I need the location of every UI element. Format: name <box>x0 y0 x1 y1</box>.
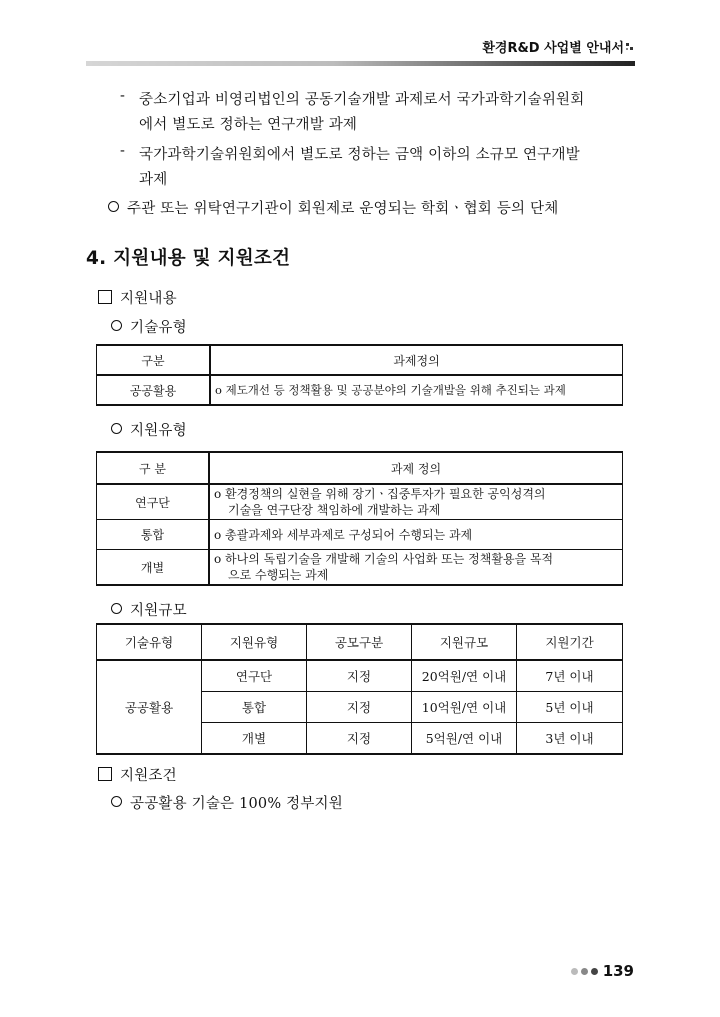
table-cell: 10억원/연 이내 <box>412 692 517 723</box>
dash-marker: - <box>120 143 125 159</box>
table-row <box>97 660 623 692</box>
support-conditions-bullet <box>111 792 343 813</box>
table-cell-type: 통합 <box>97 520 210 550</box>
section-title: 4. 지원내용 및 지원조건 <box>86 248 291 269</box>
table-cell-type: 연구단 <box>97 484 210 520</box>
definition-line: 기술을 연구단장 책임하에 개발하는 과제 <box>228 503 441 517</box>
definition-line: o 하나의 독립기술을 개발해 기술의 사업화 또는 정책활용을 목적 <box>214 552 554 566</box>
circle-bullet-icon <box>108 201 119 212</box>
table-cell-definition: o 총괄과제와 세부과제로 구성되어 수행되는 과제 <box>209 520 623 550</box>
support-conditions-heading <box>98 764 177 785</box>
support-type-table <box>96 451 623 586</box>
table-header-cell: 구분 <box>97 345 211 375</box>
support-type-label: 지원유형 <box>130 423 187 439</box>
definition-line: 으로 수행되는 과제 <box>228 568 329 582</box>
table-header-cell: 구 분 <box>97 452 210 484</box>
support-conditions-text: 공공활용 기술은 100% 정부지원 <box>130 796 343 812</box>
table-header-row <box>97 452 623 484</box>
table-cell: 5억원/연 이내 <box>412 723 517 755</box>
intro-dash1-line2: 에서 별도로 정하는 연구개발 과제 <box>139 117 358 133</box>
checkbox-square-icon <box>98 767 112 781</box>
circle-bullet-icon <box>111 423 122 434</box>
support-scale-heading <box>111 599 187 620</box>
support-conditions-label: 지원조건 <box>120 768 177 784</box>
circle-bullet-icon <box>111 796 122 807</box>
intro-bullet <box>108 197 558 218</box>
intro-bullet-text: 주관 또는 위탁연구기관이 회원제로 운영되는 학회ㆍ협회 등의 단체 <box>127 201 559 217</box>
header-rule <box>86 61 635 66</box>
intro-dash2-line1: 국가과학기술위원회에서 별도로 정하는 금액 이하의 소규모 연구개발 <box>139 147 580 163</box>
support-content-heading <box>98 287 177 308</box>
header-mark-icon <box>626 43 634 51</box>
table-cell: 지정 <box>307 692 412 723</box>
table-cell: 지정 <box>307 660 412 692</box>
support-scale-label: 지원규모 <box>130 603 187 619</box>
table-cell-type: 개별 <box>97 550 210 586</box>
table-header-cell: 과제정의 <box>210 345 623 375</box>
tech-type-label: 기술유형 <box>130 320 187 336</box>
table-header-row <box>97 345 623 375</box>
table-cell-group: 공공활용 <box>97 660 202 754</box>
definition-line: o 환경정책의 실현을 위해 장기ㆍ집중투자가 필요한 공익성격의 <box>214 487 546 501</box>
table-header-cell: 지원유형 <box>202 624 307 660</box>
table-cell: 연구단 <box>202 660 307 692</box>
table-cell: 개별 <box>202 723 307 755</box>
table-cell-type: 공공활용 <box>97 375 211 405</box>
table-cell-definition: o 제도개선 등 정책활용 및 공공분야의 기술개발을 위해 추진되는 과제 <box>210 375 623 405</box>
intro-dash1-line1: 중소기업과 비영리법인의 공동기술개발 과제로서 국가과학기술위원회 <box>139 92 585 108</box>
tech-type-table <box>96 344 623 406</box>
dash-marker: - <box>120 88 125 104</box>
table-header-cell: 과제 정의 <box>209 452 623 484</box>
table-header-row <box>97 624 623 660</box>
table-header-cell: 기술유형 <box>97 624 202 660</box>
checkbox-square-icon <box>98 290 112 304</box>
table-header-cell: 지원규모 <box>412 624 517 660</box>
table-cell-definition <box>209 550 623 586</box>
table-cell: 7년 이내 <box>517 660 623 692</box>
table-row <box>97 550 623 586</box>
table-row <box>97 484 623 520</box>
table-cell-definition <box>209 484 623 520</box>
page-dots-icon <box>571 968 599 976</box>
table-cell: 20억원/연 이내 <box>412 660 517 692</box>
table-cell: 통합 <box>202 692 307 723</box>
table-row <box>97 520 623 550</box>
support-type-heading <box>111 419 187 440</box>
tech-type-heading <box>111 316 187 337</box>
intro-dash2-line2: 과제 <box>139 172 168 188</box>
support-content-label: 지원내용 <box>120 291 177 307</box>
table-row <box>97 375 623 405</box>
table-header-cell: 지원기간 <box>517 624 623 660</box>
page-number: 139 <box>602 962 634 980</box>
table-cell: 5년 이내 <box>517 692 623 723</box>
circle-bullet-icon <box>111 320 122 331</box>
circle-bullet-icon <box>111 603 122 614</box>
header-title: 환경R&D 사업별 안내서 <box>482 41 624 56</box>
table-header-cell: 공모구분 <box>307 624 412 660</box>
table-cell: 3년 이내 <box>517 723 623 755</box>
support-scale-table <box>96 623 623 755</box>
table-cell: 지정 <box>307 723 412 755</box>
